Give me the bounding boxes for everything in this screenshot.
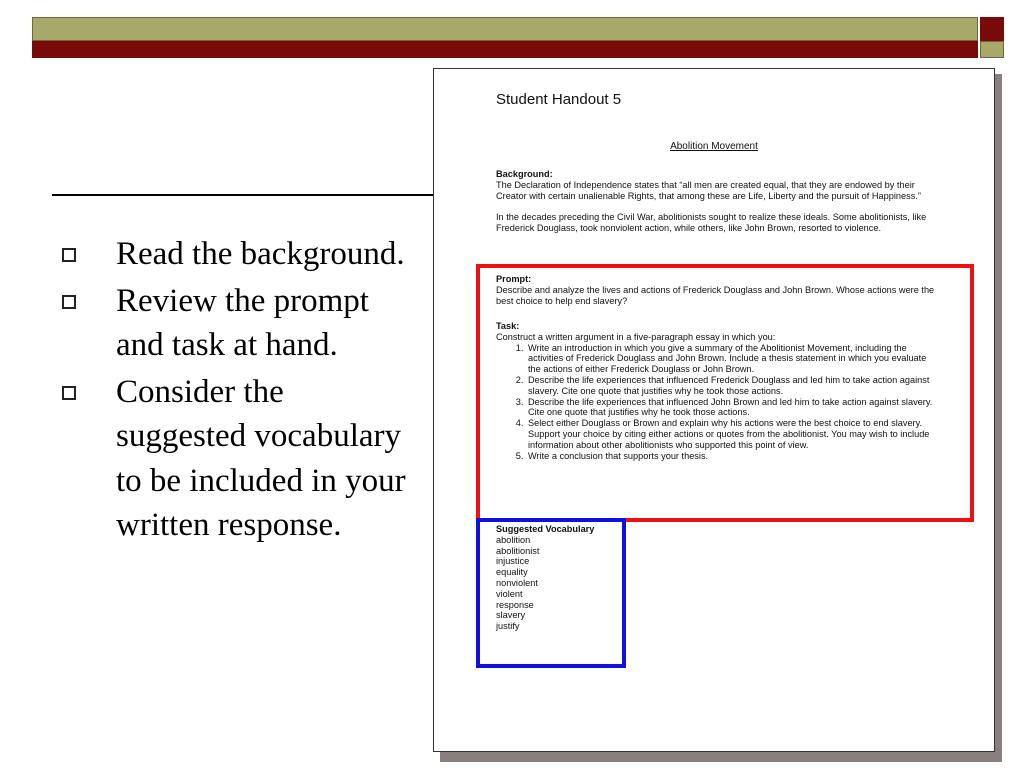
task-item: 5. Write a conclusion that supports your thesis. <box>526 451 936 462</box>
background-paragraph-1: The Declaration of Independence states that “all men are created equal, that they are endowed by their Creator with certain unalienable Rights, that among these are Life, Liberty and the pursuit of Happiness.” <box>496 179 921 201</box>
vocabulary-heading: Suggested Vocabulary <box>496 524 595 534</box>
bullet-item <box>62 279 422 368</box>
vocab-word: response <box>496 599 534 610</box>
handout-subtitle: Abolition Movement <box>670 141 758 152</box>
bullet-text: Read the background. <box>116 236 405 272</box>
task-item: 2. Describe the life experiences that influenced Frederick Douglass and led him to take action against slavery. Cite one quote that justifies why he took those actions. <box>526 375 936 397</box>
task-item: 1. Write an introduction in which you give a summary of the Abolitionist Movement, including the activities of Frederick Douglass and John Brown. Include a thesis statement in which you evaluate the actions of either Frederick Douglass or John Brown. <box>526 343 936 375</box>
corner-square-olive <box>980 41 1004 58</box>
vocabulary-highlight-box <box>476 518 626 668</box>
prompt-task-highlight-box <box>476 264 974 522</box>
vocab-word: nonviolent <box>496 577 538 588</box>
bullet-item <box>62 232 422 277</box>
task-item: 4. Select either Douglass or Brown and explain why his actions were the best choice to end slavery. Support your choice by citing either actions or quotes from the abolitionist. You may wish to include information about other abolitionists who supported this point of view. <box>526 418 936 450</box>
background-paragraph-2: In the decades preceding the Civil War, abolitionists sought to realize these ideals. Some abolitionists, like Frederick Douglass, took nonviolent action, while others, like John Brown, resorted to violence. <box>496 212 927 234</box>
task-intro: Construct a written argument in a five-paragraph essay in which you: <box>496 331 776 342</box>
slide-bullet-list <box>62 232 422 550</box>
background-section <box>496 169 936 234</box>
bullet-text: Consider the suggested vocabulary to be included in your written response. <box>116 373 406 543</box>
square-bullet-icon <box>62 248 76 262</box>
vocab-word: justify <box>496 621 520 632</box>
background-heading: Background: <box>496 169 553 179</box>
vocab-word: abolition <box>496 534 531 545</box>
title-band-olive <box>32 17 978 41</box>
square-bullet-icon <box>62 386 76 400</box>
prompt-text: Describe and analyze the lives and actions of Frederick Douglass and John Brown. Whose actions were the best choice to help end slavery? <box>496 284 935 306</box>
task-item: 3. Describe the life experiences that influenced John Brown and led him to take action against slavery. Cite one quote that justifies why he took those actions. <box>526 397 936 419</box>
bullet-item <box>62 370 422 548</box>
handout-title: Student Handout 5 <box>496 91 622 108</box>
square-bullet-icon <box>62 295 76 309</box>
title-band-maroon <box>32 41 978 58</box>
title-divider <box>52 194 437 196</box>
vocab-word: slavery <box>496 610 526 621</box>
vocab-word: injustice <box>496 556 530 567</box>
vocab-word: abolitionist <box>496 545 540 556</box>
vocab-word: equality <box>496 567 528 578</box>
prompt-heading: Prompt: <box>496 274 532 284</box>
task-heading: Task: <box>496 321 520 331</box>
corner-square-maroon <box>980 17 1004 41</box>
bullet-text: Review the prompt and task at hand. <box>116 282 369 363</box>
vocab-word: violent <box>496 588 523 599</box>
